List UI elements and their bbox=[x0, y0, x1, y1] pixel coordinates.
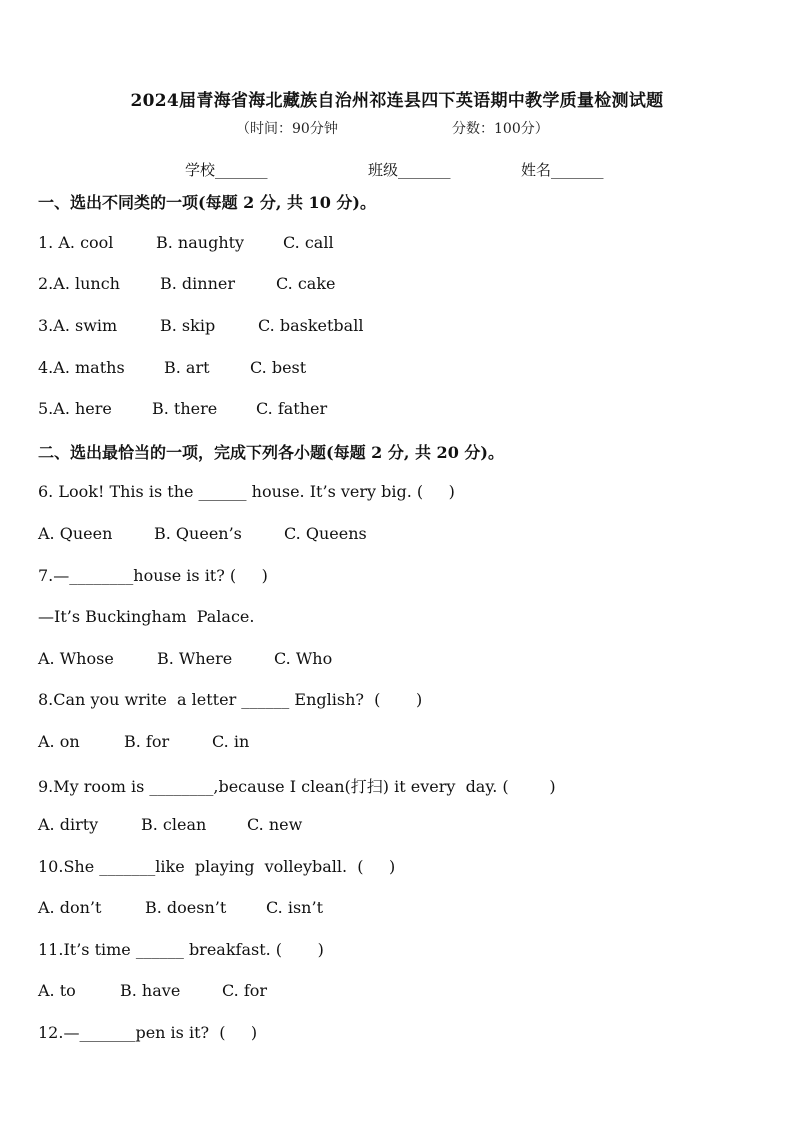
option-b: B. have bbox=[120, 981, 181, 1000]
question-7-answer: —It’s Buckingham Palace. bbox=[38, 607, 255, 626]
option-b: B. Queen’s bbox=[154, 524, 242, 543]
option-c: C. best bbox=[250, 358, 307, 377]
option-b: B. there bbox=[152, 399, 218, 418]
question-row-4 bbox=[0, 358, 794, 380]
option-b: B. doesn’t bbox=[145, 898, 227, 917]
class-field: 班级_______ bbox=[368, 161, 451, 179]
option-a: 3.A. swim bbox=[38, 316, 118, 335]
question-10-options bbox=[0, 898, 794, 920]
question-6-options bbox=[0, 524, 794, 546]
name-field: 姓名_______ bbox=[521, 161, 604, 179]
option-a: A. Queen bbox=[38, 524, 113, 543]
option-c: C. father bbox=[256, 399, 328, 418]
question-9-options bbox=[0, 815, 794, 837]
question-7: 7.—________house is it? ( ) bbox=[38, 566, 268, 585]
option-c: C. Who bbox=[274, 649, 333, 668]
option-a: A. don’t bbox=[38, 898, 102, 917]
page-title: 2024届青海省海北藏族自治州祁连县四下英语期中教学质量检测试题 bbox=[130, 91, 664, 111]
option-a: 5.A. here bbox=[38, 399, 112, 418]
question-row-5 bbox=[0, 399, 794, 421]
option-b: B. art bbox=[164, 358, 210, 377]
question-10: 10.She _______like playing volleyball. ( ) bbox=[38, 857, 396, 876]
question-row-2 bbox=[0, 274, 794, 296]
option-a: 1. A. cool bbox=[38, 233, 114, 252]
option-c: C. call bbox=[283, 233, 334, 252]
option-a: A. to bbox=[38, 981, 76, 1000]
question-row-3 bbox=[0, 316, 794, 338]
option-c: C. basketball bbox=[258, 316, 364, 335]
section-1-heading: 一、选出不同类的一项(每题 2 分, 共 10 分)。 bbox=[38, 193, 376, 212]
option-a: A. on bbox=[38, 732, 80, 751]
school-field: 学校_______ bbox=[185, 161, 268, 179]
option-c: C. in bbox=[212, 732, 250, 751]
option-c: C. new bbox=[247, 815, 303, 834]
option-b: B. clean bbox=[141, 815, 207, 834]
option-a: A. dirty bbox=[38, 815, 99, 834]
option-a: 4.A. maths bbox=[38, 358, 125, 377]
question-8: 8.Can you write a letter ______ English? ( ) bbox=[38, 690, 423, 709]
option-c: C. isn’t bbox=[266, 898, 323, 917]
question-9: 9.My room is ________,because I clean(打扫) it every day. ( ) bbox=[38, 777, 556, 796]
option-c: C. Queens bbox=[284, 524, 367, 543]
option-c: C. cake bbox=[276, 274, 336, 293]
question-7-options bbox=[0, 649, 794, 671]
option-b: B. skip bbox=[160, 316, 216, 335]
question-11: 11.It’s time ______ breakfast. ( ) bbox=[38, 940, 324, 959]
option-b: B. naughty bbox=[156, 233, 245, 252]
exam-score: 分数：100分） bbox=[452, 121, 549, 137]
option-b: B. dinner bbox=[160, 274, 236, 293]
question-6: 6. Look! This is the ______ house. It’s very big. ( ) bbox=[38, 482, 455, 501]
question-8-options bbox=[0, 732, 794, 754]
option-a: A. Whose bbox=[38, 649, 114, 668]
question-12: 12.—_______pen is it? ( ) bbox=[38, 1023, 258, 1042]
option-a: 2.A. lunch bbox=[38, 274, 120, 293]
question-11-options bbox=[0, 981, 794, 1003]
section-2-heading: 二、选出最恰当的一项，完成下列各小题(每题 2 分, 共 20 分)。 bbox=[38, 443, 504, 462]
option-b: B. Where bbox=[157, 649, 233, 668]
option-b: B. for bbox=[124, 732, 170, 751]
exam-time: （时间：90分钟 bbox=[236, 121, 338, 137]
question-row-1 bbox=[0, 233, 794, 255]
option-c: C. for bbox=[222, 981, 268, 1000]
